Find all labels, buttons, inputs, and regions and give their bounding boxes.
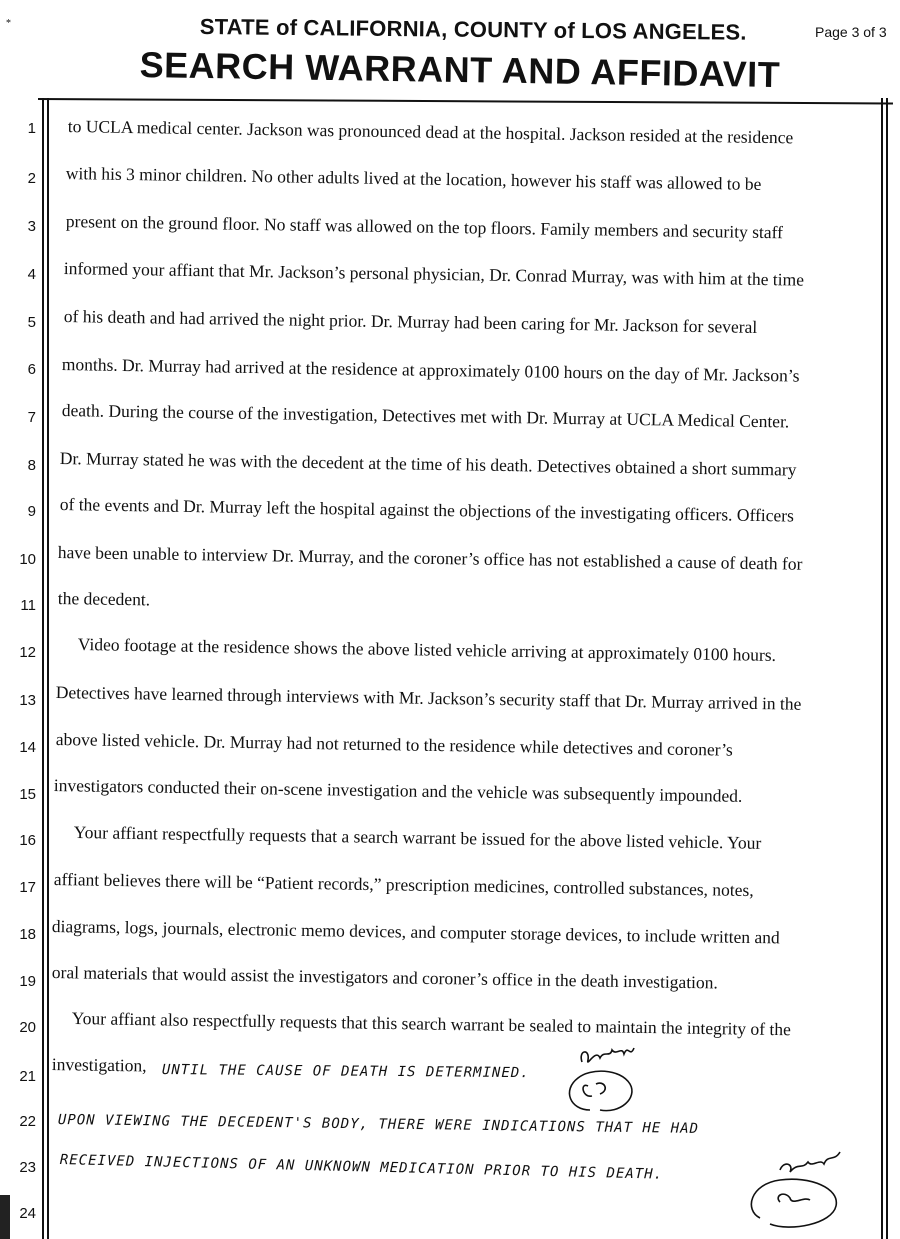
text-line: of the events and Dr. Murray left the hospital against the objections of the investigating officers. Officers [59, 494, 795, 526]
text-line: of his death and had arrived the night prior. Dr. Murray had been caring for Mr. Jackson for several [63, 306, 758, 337]
line-number: 6 [27, 361, 36, 378]
text-line: investigators conducted their on-scene investigation and the vehicle was subsequently impounded. [53, 775, 743, 806]
text-line: Dr. Murray stated he was with the decedent at the time of his death. Detectives obtained a short summary [59, 448, 797, 480]
line-number: 3 [27, 218, 36, 235]
line-number: 10 [19, 551, 36, 568]
text-line: Detectives have learned through interviews with Mr. Jackson’s security staff that Dr. Murray arrived in the [55, 682, 802, 714]
text-line: informed your affiant that Mr. Jackson’s personal physician, Dr. Conrad Murray, was with him at the time [63, 258, 805, 290]
handwritten-addendum: RECEIVED INJECTIONS OF AN UNKNOWN MEDICATION PRIOR TO HIS DEATH. [59, 1152, 664, 1183]
text-line: investigation, [51, 1054, 147, 1076]
line-number: 11 [20, 597, 36, 614]
text-line: diagrams, logs, journals, electronic memo devices, and computer storage devices, to include written and [51, 916, 780, 948]
line-number: 24 [19, 1205, 36, 1222]
text-line: to UCLA medical center. Jackson was pronounced dead at the hospital. Jackson resided at the residence [67, 116, 794, 148]
state-county-heading: STATE of CALIFORNIA, COUNTY of LOS ANGELES. [199, 14, 747, 45]
line-number: 7 [27, 409, 36, 426]
right-margin-rule-outer [886, 98, 888, 1239]
line-number: 4 [27, 266, 36, 283]
line-number: 21 [19, 1068, 36, 1085]
left-margin-rule-inner [47, 98, 49, 1239]
text-line: present on the ground floor. No staff was allowed on the top floors. Family members and security staff [65, 211, 784, 243]
line-number: 23 [19, 1159, 36, 1176]
line-number: 15 [19, 786, 36, 803]
left-margin-rule [42, 98, 44, 1239]
text-line: the decedent. [57, 588, 151, 610]
text-line: Your affiant also respectfully requests that this search warrant be sealed to maintain the integrity of the [71, 1008, 791, 1040]
text-line: above listed vehicle. Dr. Murray had not returned to the residence while detectives and coroner’s [55, 729, 733, 760]
text-line: Video footage at the residence shows the above listed vehicle arriving at approximately 0100 hours. [77, 634, 777, 665]
corner-mark: * [6, 18, 11, 29]
line-number: 5 [27, 314, 36, 331]
text-line: have been unable to interview Dr. Murray, and the coroner’s office has not established a cause of death for [57, 542, 803, 574]
handwritten-initials-signature [740, 1140, 860, 1239]
line-number: 18 [19, 926, 36, 943]
line-number: 12 [19, 644, 36, 661]
text-line: death. During the course of the investigation, Detectives met with Dr. Murray at UCLA Medical Center. [61, 400, 790, 432]
document-title: SEARCH WARRANT AND AFFIDAVIT [139, 44, 781, 96]
text-line: affiant believes there will be “Patient records,” prescription medicines, controlled substances, notes, [53, 869, 754, 900]
line-number: 17 [19, 879, 36, 896]
line-number: 9 [27, 503, 36, 520]
line-number: 16 [19, 832, 36, 849]
line-number: 22 [19, 1113, 36, 1130]
line-number: 20 [19, 1019, 36, 1036]
text-line: with his 3 minor children. No other adults lived at the location, however his staff was allowed to be [65, 163, 762, 194]
top-rule [38, 98, 893, 104]
line-number: 8 [27, 457, 36, 474]
page-number: Page 3 of 3 [815, 24, 887, 40]
line-number: 14 [19, 739, 36, 756]
handwritten-addendum: UPON VIEWING THE DECEDENT'S BODY, THERE WERE INDICATIONS THAT HE HAD [57, 1112, 700, 1137]
line-number: 13 [19, 692, 36, 709]
line-number: 19 [19, 973, 36, 990]
handwritten-initials-signature [560, 1040, 650, 1135]
text-line: months. Dr. Murray had arrived at the residence at approximately 0100 hours on the day of Mr. Jackson’s [61, 354, 800, 386]
line-number: 2 [27, 170, 36, 187]
text-line: oral materials that would assist the investigators and coroner’s office in the death investigation. [51, 962, 719, 993]
right-margin-rule [881, 98, 883, 1239]
line-number: 1 [27, 120, 36, 137]
handwritten-addendum: UNTIL THE CAUSE OF DEATH IS DETERMINED. [161, 1062, 530, 1082]
text-line: Your affiant respectfully requests that a search warrant be issued for the above listed vehicle. Your [73, 822, 762, 853]
